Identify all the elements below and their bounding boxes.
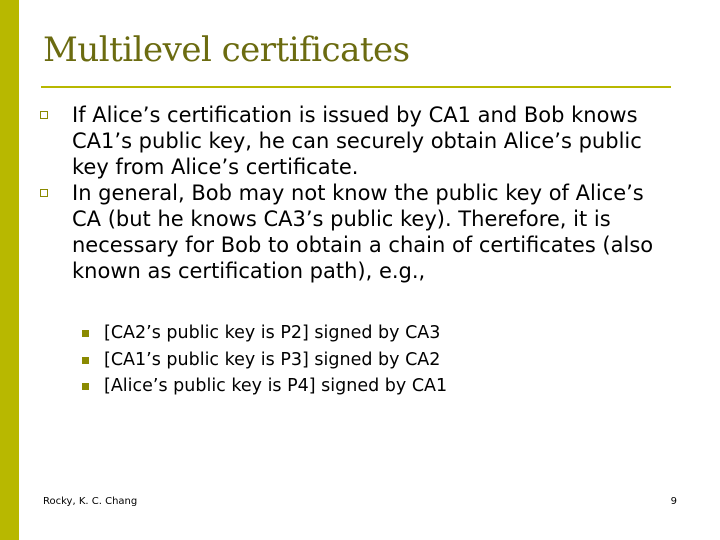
filled-square-icon [82, 383, 89, 390]
sub-bullet-text: [CA1’s public key is P3] signed by CA2 [104, 349, 441, 370]
filled-square-icon [82, 330, 89, 337]
filled-square-icon [82, 357, 89, 364]
page-number: 9 [670, 496, 677, 507]
sub-bullet-item [79, 320, 679, 347]
sub-bullet-item [79, 347, 679, 374]
hollow-square-icon [40, 111, 48, 119]
bullet-text: If Alice’s certification is issued by CA1 and Bob knows CA1’s public key, he can securely obtain Alice’s public key from Alice’s certificate. [72, 103, 642, 179]
bullet-item [36, 180, 676, 284]
bullet-item [36, 102, 676, 180]
bullet-list [36, 102, 676, 284]
sub-bullet-item [79, 373, 679, 400]
title-underline [41, 86, 671, 88]
sub-bullet-text: [Alice’s public key is P4] signed by CA1 [104, 376, 448, 396]
slide-title: Multilevel certificates [43, 30, 410, 70]
hollow-square-icon [40, 189, 48, 197]
footer-author: Rocky, K. C. Chang [43, 496, 138, 507]
bullet-text: In general, Bob may not know the public key of Alice’s CA (but he knows CA3’s public key). Therefore, it is necessary for Bob to obtain a chain of certificates (also known as certification path), e.g., [72, 181, 654, 283]
left-accent-bar [0, 0, 19, 540]
sub-bullet-list [79, 320, 679, 400]
sub-bullet-text: [CA2’s public key is P2] signed by CA3 [104, 323, 441, 343]
